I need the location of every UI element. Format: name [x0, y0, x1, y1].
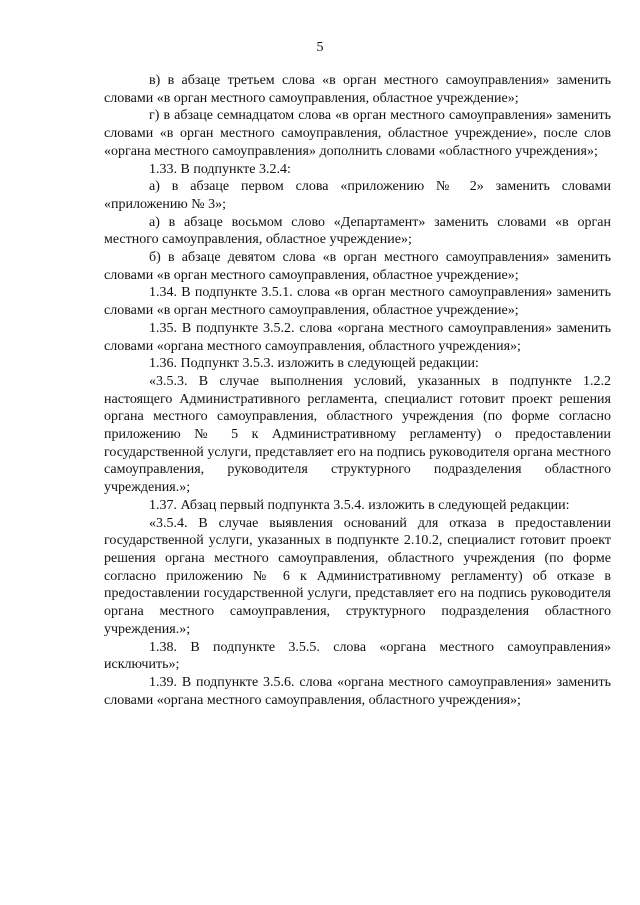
- paragraph-g: г) в абзаце семнадцатом слова «в орган местного самоуправления» заменить словами «в орган местного самоуправления, областное учреждение», после слов «органа местного самоуправления» дополнить словами «областного учреждения»;: [104, 108, 611, 159]
- paragraph-3-5-4: «3.5.4. В случае выявления оснований для отказа в предоставлении государственной услуги, указанных в подпункте 2.10.2, специалист готовит проект решения органа местного самоуправления, областного учреждения (по форме согласно приложению № 6 к Административному регламенту) об отказе в предоставлении государственной услуги, представляет его на подпись руководителя органа местного самоуправления, структурного подразделения областного учреждения.»;: [104, 515, 611, 637]
- document-body: [104, 72, 611, 709]
- paragraph-1-33-b: б) в абзаце девятом слова «в орган местного самоуправления» заменить словами «в орган местного самоуправления, областное учреждение»;: [104, 250, 611, 283]
- paragraph-1-35: 1.35. В подпункте 3.5.2. слова «органа местного самоуправления» заменить словами «органа местного самоуправления, областного учреждения»;: [104, 320, 611, 354]
- paragraph-1-33-a2: а) в абзаце восьмом слово «Департамент» заменить словами «в орган местного самоуправления, областное учреждение»;: [104, 214, 611, 248]
- paragraph-3-5-3: «3.5.3. В случае выполнения условий, указанных в подпункте 1.2.2 настоящего Административного регламента, специалист готовит проект решения органа местного самоуправления, областного учреждения (по форме согласно приложению № 5 к Административному регламенту) о предоставлении государственной услуги, представляет его на подпись руководителя органа местного самоуправления, руководителя структурного подразделения областного учреждения.»;: [104, 373, 611, 496]
- paragraph-1-37: 1.37. Абзац первый подпункта 3.5.4. изложить в следующей редакции:: [149, 497, 570, 513]
- paragraph-1-33-a1: а) в абзаце первом слова «приложению № 2» заменить словами «приложению № 3»;: [104, 179, 611, 212]
- paragraph-1-38: 1.38. В подпункте 3.5.5. слова «органа местного самоуправления» исключить»;: [104, 639, 611, 673]
- page-number: 5: [316, 40, 324, 55]
- paragraph-1-33: 1.33. В подпункте 3.2.4:: [149, 161, 291, 177]
- paragraph-1-39: 1.39. В подпункте 3.5.6. слова «органа местного самоуправления» заменить словами «органа местного самоуправления, областного учреждения»;: [104, 674, 611, 708]
- paragraph-v: в) в абзаце третьем слова «в орган местного самоуправления» заменить словами «в орган местного самоуправления, областное учреждение»;: [104, 73, 611, 106]
- paragraph-1-34: 1.34. В подпункте 3.5.1. слова «в орган местного самоуправления» заменить словами «в орган местного самоуправления, областное учреждение»;: [104, 285, 611, 319]
- paragraph-1-36: 1.36. Подпункт 3.5.3. изложить в следующей редакции:: [149, 356, 479, 372]
